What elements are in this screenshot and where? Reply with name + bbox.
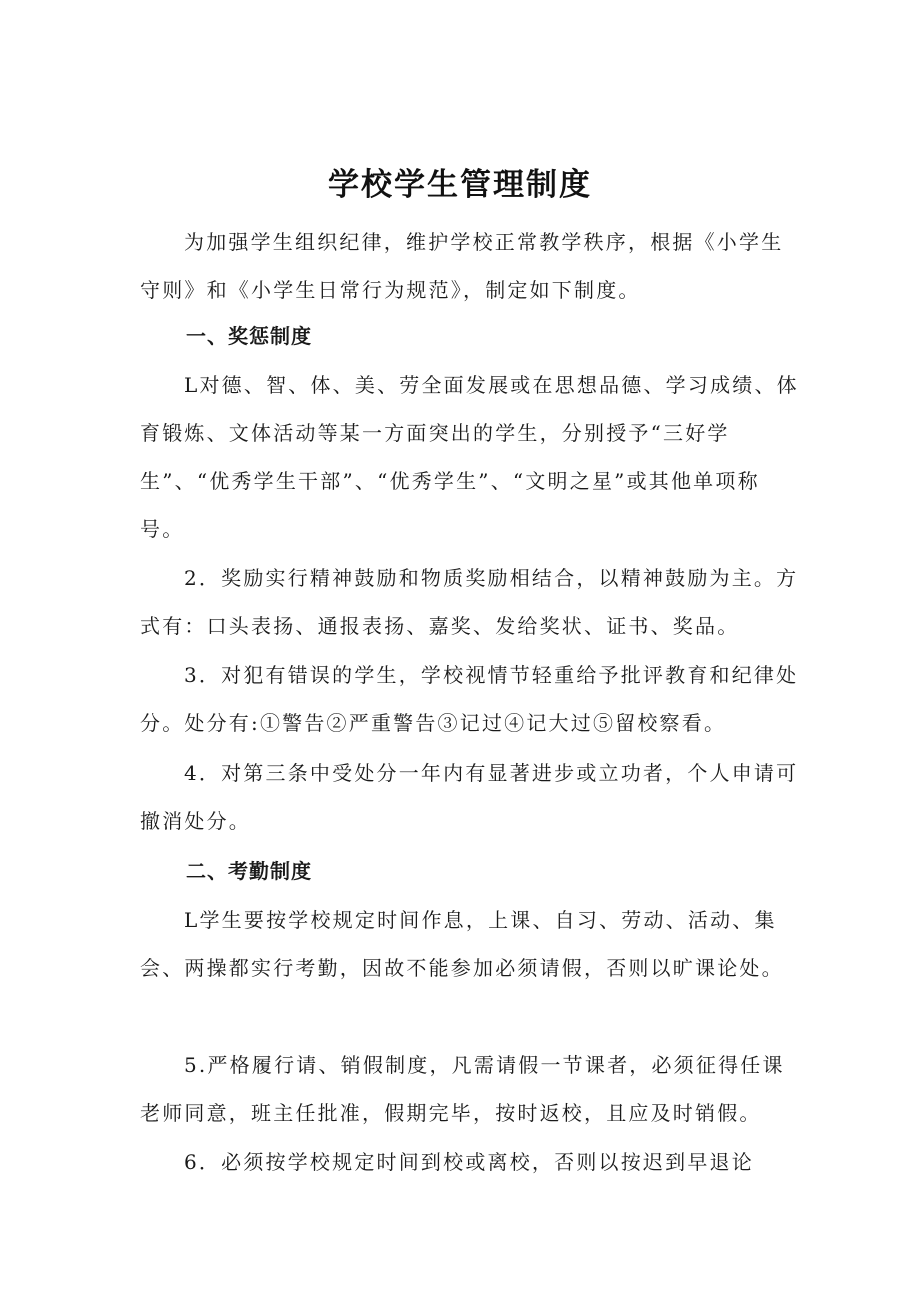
- attendance-item-2: 5.严格履行请、销假制度，凡需请假一节课者，必须征得任课老师同意，班主任批准，假期完毕，按时返校，且应及时销假。: [140, 1053, 785, 1125]
- section-heading-attendance: 二、考勤制度: [186, 859, 312, 883]
- rewards-item-3: 3．对犯有错误的学生，学校视情节轻重给予批评教育和纪律处分。处分有:①警告②严重警告③记过④记大过⑤留校察看。: [140, 663, 799, 735]
- attendance-item-3: 6．必须按学校规定时间到校或离校，否则以按迟到早退论: [184, 1150, 754, 1174]
- intro-paragraph: 为加强学生组织纪律，维护学校正常教学秩序，根据《小学生守则》和《小学生日常行为规范》，制定如下制度。: [140, 230, 784, 302]
- attendance-item-1: L学生要按学校规定时间作息，上课、自习、劳动、活动、集会、两操都实行考勤，因故不能参加必须请假，否则以旷课论处。: [140, 908, 784, 980]
- rewards-item-1: L对德、智、体、美、劳全面发展或在思想品德、学习成绩、体育锻炼、文体活动等某一方面突出的学生，分别授予“三好学生”、“优秀学生干部”、“优秀学生”、“文明之星”或其他单项称号。: [140, 373, 799, 541]
- document-title: 学校学生管理制度: [328, 166, 592, 203]
- rewards-item-4: 4．对第三条中受处分一年内有显著进步或立功者，个人申请可撤消处分。: [140, 761, 799, 833]
- section-heading-rewards-penalties: 一、奖惩制度: [186, 324, 312, 348]
- rewards-item-2: 2．奖励实行精神鼓励和物质奖励相结合，以精神鼓励为主。方式有：口头表扬、通报表扬、嘉奖、发给奖状、证书、奖品。: [140, 566, 799, 638]
